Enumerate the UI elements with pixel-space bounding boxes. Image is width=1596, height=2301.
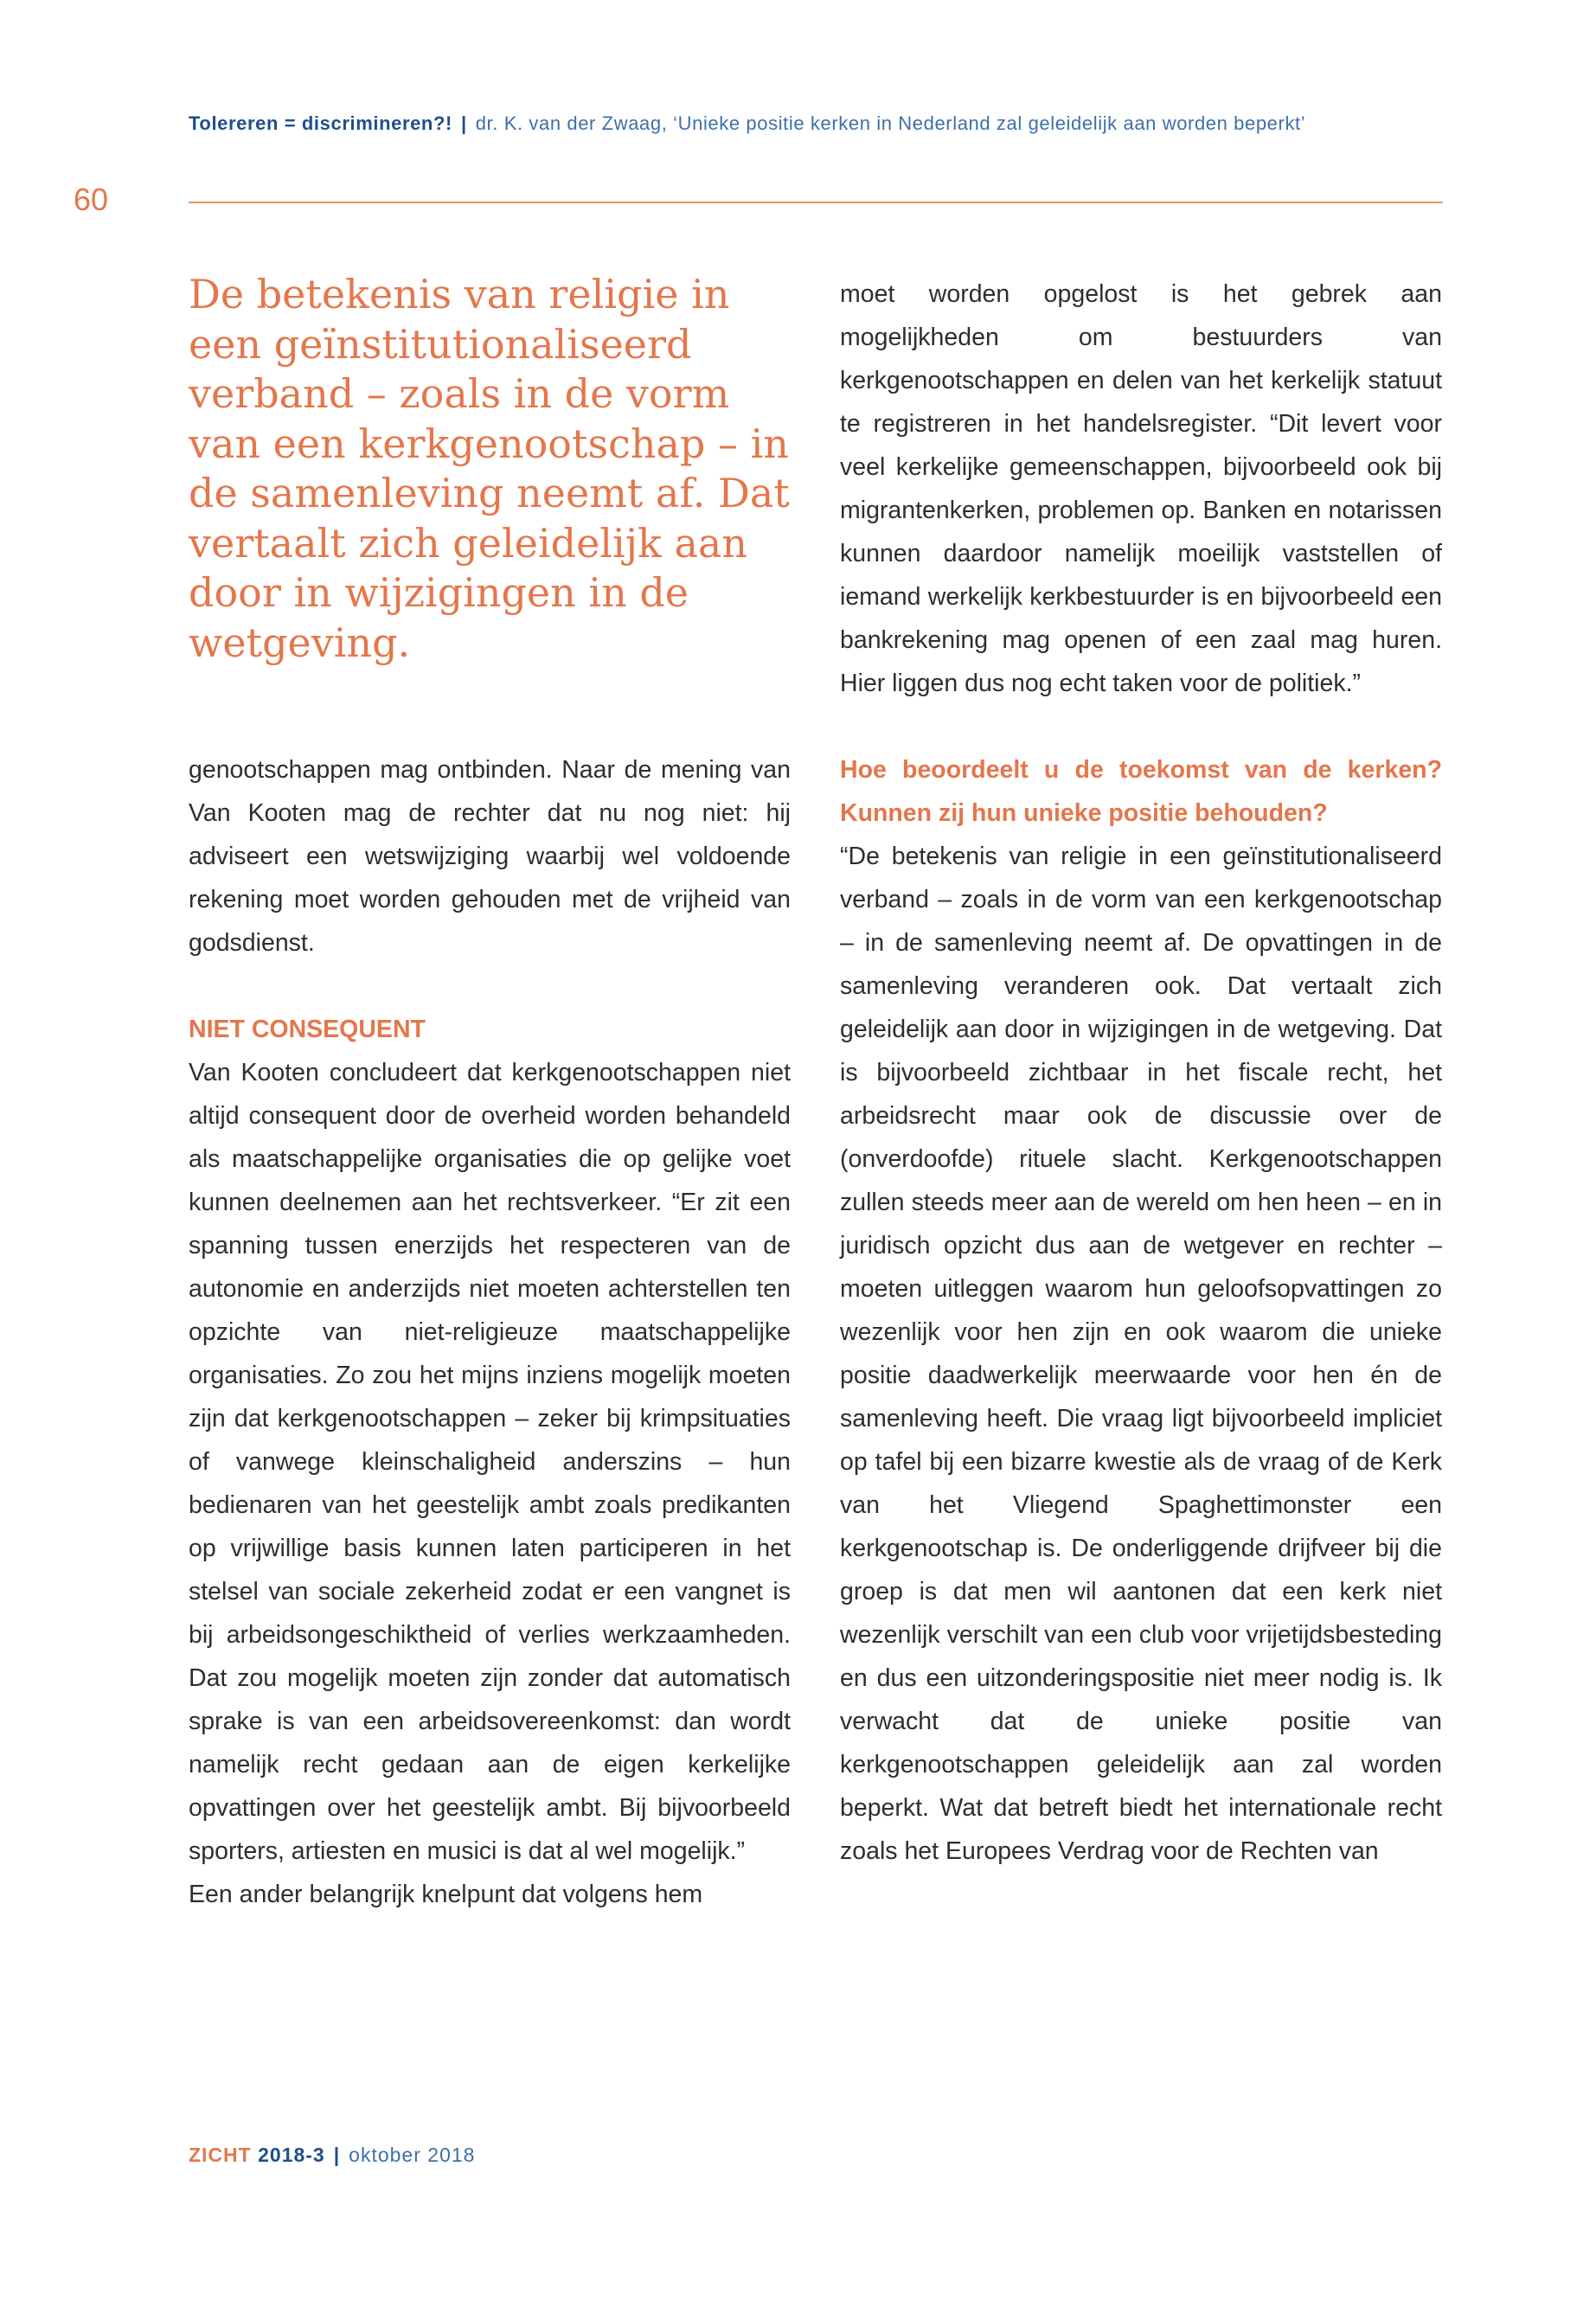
footer-separator: |: [333, 2144, 341, 2166]
page-footer: [189, 2144, 475, 2167]
section-heading: NIET CONSEQUENT: [189, 1016, 426, 1043]
left-paragraph-2: Van Kooten concludeert dat kerkgenootschappen niet altijd consequent door de overheid worden behandeld als maatschappelijke organisaties die op gelijke voet kunnen deelnemen aan het rechtsverkeer. “Er zit een spanning tussen enerzijds het respecteren van de autonomie en anderzijds niet moeten achterstellen ten opzichte van niet-religieuze maatschappelijke organisaties. Zo zou het mijns inziens mogelijk moeten zijn dat kerkgenootschappen – zeker bij krimpsituaties of vanwege kleinschaligheid anderszins – hun bedienaren van het geestelijk ambt zoals predikanten op vrijwillige basis kunnen laten participeren in het stelsel van sociale zekerheid zodat er een vangnet is bij arbeidsongeschiktheid of verlies werkzaamheden. Dat zou mogelijk moeten zijn zonder dat automatisch sprake is van een arbeidsovereenkomst: dan wordt namelijk recht gedaan aan de eigen kerkelijke opvattingen over het geestelijk ambt. Bij bijvoorbeeld sporters, artiesten en musici is dat al wel mogelijk.”: [189, 1059, 791, 1865]
article-subtitle: dr. K. van der Zwaag, ‘Unieke positie kerken in Nederland zal geleidelijk aan worden beperkt’: [475, 112, 1306, 134]
pull-quote: De betekenis van religie in een geïnstitutionaliseerd verband – zoals in de vorm van een kerkgenootschap – in de samenleving neemt af. Dat vertaalt zich geleidelijk aan door in wijzigingen in de wetgeving.: [189, 271, 790, 666]
paragraph-gap: [189, 965, 791, 1008]
left-paragraph-1: genootschappen mag ontbinden. Naar de mening van Van Kooten mag de rechter dat nu nog niet: hij adviseert een wetswijziging waarbij wel voldoende rekening moet worden gehouden met de vrijheid van godsdienst.: [189, 756, 791, 957]
left-column: [189, 748, 791, 1916]
page-number: 60: [74, 182, 109, 217]
paragraph-gap: [840, 705, 1442, 748]
right-paragraph-2: “De betekenis van religie in een geïnstitutionaliseerd verband – zoals in de vorm van een kerkgenootschap – in de samenleving neemt af. De opvattingen in de samenleving veranderen ook. Dat vertaalt zich geleidelijk aan door in wijzigingen in de wetgeving. Dat is bijvoorbeeld zichtbaar in het fiscale recht, het arbeidsrecht maar ook de discussie over de (onverdoofde) rituele slacht. Kerkgenootschappen zullen steeds meer aan de wereld om hen heen – en in juridisch opzicht dus aan de wetgever en rechter – moeten uitleggen waarom hun geloofsopvattingen zo wezenlijk voor hen zijn en ook waarom die unieke positie daadwerkelijk meerwaarde voor hen én de samenleving heeft. Die vraag ligt bijvoorbeeld impliciet op tafel bij een bizarre kwestie als de vraag of de Kerk van het Vliegend Spaghettimonster een kerkgenootschap is. De onderliggende drijfveer bij die groep is dat men wil aantonen dat een kerk niet wezenlijk verschilt van een club voor vrijetijdsbesteding en dus een uitzonderingspositie niet meer nodig is. Ik verwacht dat de unieke positie van kerkgenootschappen geleidelijk aan zal worden beperkt. Wat dat betreft biedt het internationale recht zoals het Europees Verdrag voor de Rechten van: [840, 843, 1442, 1865]
issue-number: 2018-3: [258, 2144, 325, 2166]
magazine-name: ZICHT: [189, 2144, 252, 2166]
right-column: [840, 272, 1442, 1873]
issue-title: Tolereren = discrimineren?!: [189, 112, 452, 134]
running-header: [189, 112, 1443, 135]
header-separator: |: [460, 112, 467, 134]
header-divider: [189, 202, 1443, 203]
left-paragraph-3: Een ander belangrijk knelpunt dat volgens hem: [189, 1881, 703, 1908]
issue-date: oktober 2018: [349, 2144, 476, 2166]
interview-question: Hoe beoordeelt u de toekomst van de kerken? Kunnen zij hun unieke positie behouden?: [840, 756, 1442, 827]
right-paragraph-1: moet worden opgelost is het gebrek aan mogelijkheden om bestuurders van kerkgenootschappen en delen van het kerkelijk statuut te registreren in het handelsregister. “Dit levert voor veel kerkelijke gemeenschappen, bijvoorbeeld ook bij migrantenkerken, problemen op. Banken en notarissen kunnen daardoor namelijk moeilijk vaststellen of iemand werkelijk kerkbestuurder is en bijvoorbeeld een bankrekening mag openen of een zaal mag huren. Hier liggen dus nog echt taken voor de politiek.”: [840, 280, 1442, 697]
